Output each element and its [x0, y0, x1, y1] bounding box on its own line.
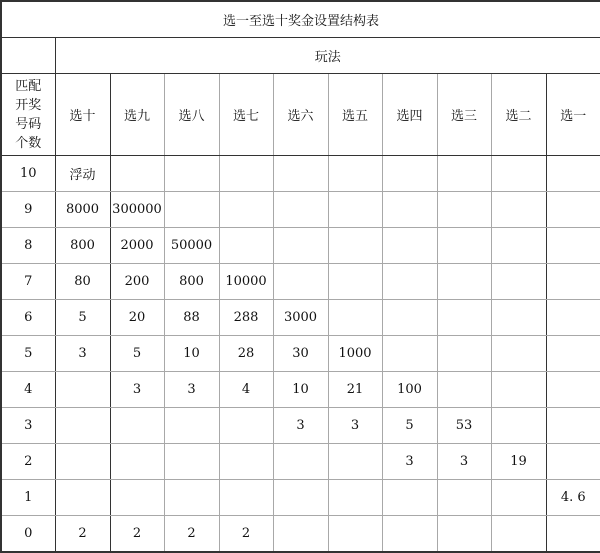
prize-cell: 88: [164, 300, 219, 336]
prize-cell: 3: [55, 336, 110, 372]
table-row: [1, 192, 600, 228]
prize-cell: 2: [164, 516, 219, 553]
prize-cell: [491, 408, 546, 444]
prize-cell: 288: [219, 300, 273, 336]
prize-cell: 5: [55, 300, 110, 336]
row-header-line: 号码: [15, 116, 42, 132]
prize-cell: [219, 156, 273, 192]
column-header: 选七: [219, 74, 273, 156]
prize-cell: [491, 480, 546, 516]
prize-cell: [546, 156, 600, 192]
prize-cell: [546, 264, 600, 300]
prize-cell: [273, 480, 328, 516]
match-count-cell: 8: [1, 228, 55, 264]
play-header: 玩法: [55, 38, 600, 74]
prize-cell: 2: [219, 516, 273, 553]
column-header: 选九: [110, 74, 164, 156]
prize-cell: 200: [110, 264, 164, 300]
prize-cell: [328, 156, 382, 192]
prize-cell: [164, 480, 219, 516]
prize-cell: [110, 408, 164, 444]
match-count-cell: 1: [1, 480, 55, 516]
prize-cell: 10000: [219, 264, 273, 300]
table-row: [1, 156, 600, 192]
table-row: [1, 228, 600, 264]
prize-cell: 2000: [110, 228, 164, 264]
column-header: 选六: [273, 74, 328, 156]
prize-cell: [164, 156, 219, 192]
match-count-cell: 10: [1, 156, 55, 192]
prize-cell: [491, 336, 546, 372]
prize-cell: [382, 192, 437, 228]
prize-cell: [546, 516, 600, 553]
prize-cell: [273, 192, 328, 228]
prize-cell: [328, 264, 382, 300]
prize-cell: 10: [164, 336, 219, 372]
prize-cell: [491, 264, 546, 300]
prize-cell: 20: [110, 300, 164, 336]
match-count-cell: 4: [1, 372, 55, 408]
prize-cell: [273, 444, 328, 480]
table-row: [1, 336, 600, 372]
match-count-cell: 7: [1, 264, 55, 300]
prize-cell: 50000: [164, 228, 219, 264]
prize-cell: [546, 372, 600, 408]
prize-cell: 80: [55, 264, 110, 300]
prize-cell: [273, 228, 328, 264]
prize-cell: [219, 228, 273, 264]
prize-cell: [491, 192, 546, 228]
prize-cell: [328, 480, 382, 516]
match-count-cell: 2: [1, 444, 55, 480]
prize-cell: [55, 444, 110, 480]
prize-cell: [491, 516, 546, 553]
prize-cell: [273, 264, 328, 300]
match-count-cell: 0: [1, 516, 55, 553]
prize-cell: 21: [328, 372, 382, 408]
prize-cell: 浮动: [55, 156, 110, 192]
prize-cell: [491, 300, 546, 336]
prize-cell: 3: [273, 408, 328, 444]
prize-cell: 19: [491, 444, 546, 480]
prize-cell: 3: [328, 408, 382, 444]
prize-cell: [437, 300, 491, 336]
row-header-line: 匹配: [15, 78, 42, 94]
table-row: [1, 372, 600, 408]
prize-cell: [164, 192, 219, 228]
prize-cell: 5: [382, 408, 437, 444]
prize-cell: [110, 480, 164, 516]
prize-cell: [437, 480, 491, 516]
prize-cell: [382, 336, 437, 372]
prize-cell: [546, 228, 600, 264]
prize-cell: 28: [219, 336, 273, 372]
column-header: 选八: [164, 74, 219, 156]
match-count-cell: 9: [1, 192, 55, 228]
column-header: 选五: [328, 74, 382, 156]
row-header-line: 开奖: [15, 97, 42, 113]
prize-cell: [382, 516, 437, 553]
prize-cell: [546, 300, 600, 336]
prize-cell: [164, 444, 219, 480]
prize-cell: 2: [110, 516, 164, 553]
prize-cell: [546, 192, 600, 228]
prize-cell: [328, 516, 382, 553]
prize-cell: [382, 480, 437, 516]
table-row: [1, 516, 600, 553]
table-row: [1, 444, 600, 480]
match-count-cell: 3: [1, 408, 55, 444]
prize-cell: 8000: [55, 192, 110, 228]
match-count-cell: 6: [1, 300, 55, 336]
table-title: 选一至选十奖金设置结构表: [1, 1, 600, 38]
prize-cell: 3: [437, 444, 491, 480]
column-header: 选三: [437, 74, 491, 156]
prize-cell: [219, 192, 273, 228]
column-header: 选一: [546, 74, 600, 156]
prize-cell: [437, 192, 491, 228]
prize-cell: [382, 300, 437, 336]
prize-cell: [55, 480, 110, 516]
prize-cell: [219, 444, 273, 480]
prize-cell: [437, 264, 491, 300]
prize-cell: [328, 192, 382, 228]
prize-cell: 2: [55, 516, 110, 553]
prize-cell: [55, 408, 110, 444]
prize-cell: [382, 228, 437, 264]
prize-cell: [437, 228, 491, 264]
prize-cell: 30: [273, 336, 328, 372]
prize-cell: [328, 300, 382, 336]
table-row: [1, 480, 600, 516]
prize-cell: [491, 372, 546, 408]
prize-cell: [437, 156, 491, 192]
column-header: 选四: [382, 74, 437, 156]
prize-cell: [437, 516, 491, 553]
table-row: [1, 264, 600, 300]
prize-cell: [382, 156, 437, 192]
prize-cell: [219, 480, 273, 516]
prize-cell: [437, 336, 491, 372]
prize-cell: [219, 408, 273, 444]
prize-cell: [273, 516, 328, 553]
prize-cell: [546, 444, 600, 480]
prize-cell: 300000: [110, 192, 164, 228]
prize-cell: [110, 156, 164, 192]
prize-cell: 3: [164, 372, 219, 408]
column-header: 选十: [55, 74, 110, 156]
prize-cell: [110, 444, 164, 480]
prize-cell: 800: [55, 228, 110, 264]
prize-cell: 4: [219, 372, 273, 408]
prize-cell: 1000: [328, 336, 382, 372]
prize-cell: [491, 228, 546, 264]
prize-cell: [273, 156, 328, 192]
prize-cell: [491, 156, 546, 192]
row-header-line: 个数: [15, 135, 42, 151]
prize-cell: [437, 372, 491, 408]
prize-cell: [328, 444, 382, 480]
prize-cell: [55, 372, 110, 408]
prize-cell: 3: [382, 444, 437, 480]
prize-cell: [328, 228, 382, 264]
prize-cell: [382, 264, 437, 300]
row-header-label: [1, 74, 55, 156]
corner-cell: [1, 38, 55, 74]
prize-cell: 5: [110, 336, 164, 372]
table-row: [1, 300, 600, 336]
prize-cell: 800: [164, 264, 219, 300]
table-row: [1, 408, 600, 444]
column-header: 选二: [491, 74, 546, 156]
prize-cell: [546, 336, 600, 372]
prize-cell: 3: [110, 372, 164, 408]
prize-cell: 4. 6: [546, 480, 600, 516]
prize-cell: 53: [437, 408, 491, 444]
prize-cell: 3000: [273, 300, 328, 336]
prize-cell: 100: [382, 372, 437, 408]
prize-cell: [164, 408, 219, 444]
prize-cell: 10: [273, 372, 328, 408]
prize-cell: [546, 408, 600, 444]
match-count-cell: 5: [1, 336, 55, 372]
